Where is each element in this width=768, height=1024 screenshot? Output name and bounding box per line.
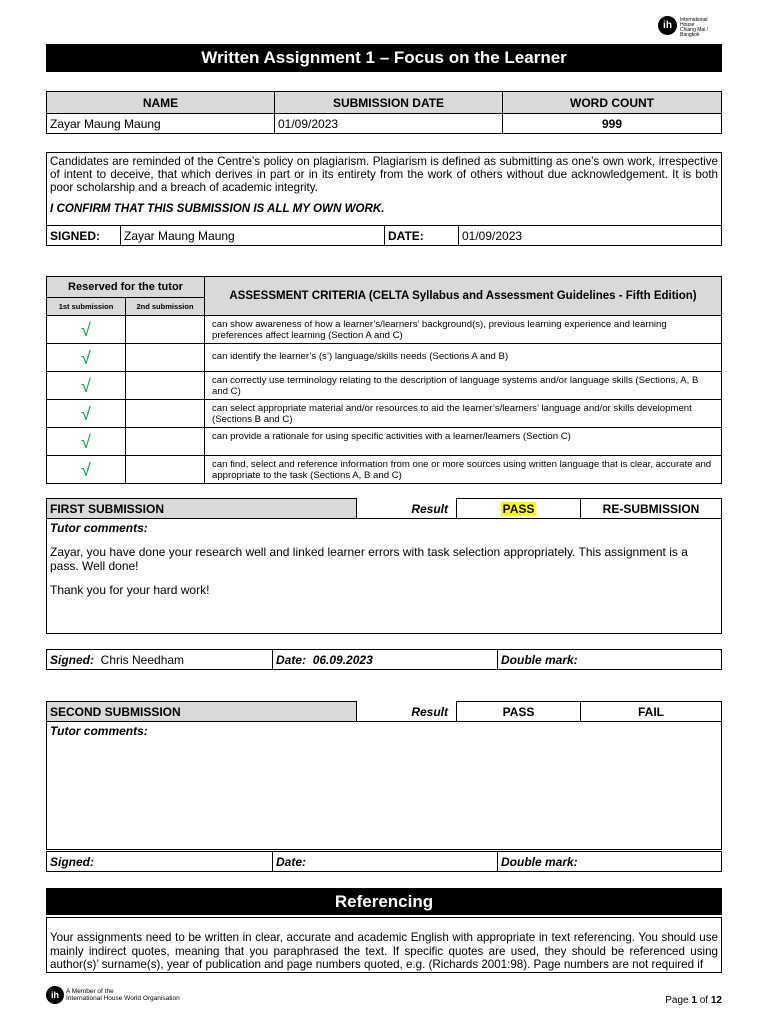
tutor-comment-thanks: Thank you for your hard work!: [50, 583, 210, 597]
result-fail: FAIL: [581, 702, 722, 722]
plagiarism-policy: Candidates are reminded of the Centre’s policy on plagiarism. Plagiarism is defined as submitting as one’s own work, irrespective of intent to deceive, that which derives in part or in its entirety from the work of others without due acknowledgement. It is both poor scholarship and a breach of academic integrity.: [50, 155, 718, 194]
tick-icon: √: [47, 456, 126, 484]
first-tutor-comments: [47, 519, 722, 634]
result-label: Result: [357, 499, 457, 519]
ih-world-text: A Member of the International House World Organisation: [66, 988, 180, 1002]
submission-date: 01/09/2023: [275, 114, 503, 134]
document-title: Written Assignment 1 – Focus on the Learner: [46, 44, 722, 72]
tick-icon: √: [47, 428, 126, 456]
name-header: NAME: [47, 92, 275, 114]
second-submission-label: SECOND SUBMISSION: [47, 702, 357, 722]
criterion-text: can find, select and reference information from one or more sources using written language that is clear, accurate and appropriate to the task (Sections A, B and C): [212, 459, 712, 481]
ih-footer-mark: ih: [46, 986, 64, 1004]
empty-cell: [126, 456, 205, 484]
criteria-row: [47, 316, 722, 344]
candidate-signature: Zayar Maung Maung: [121, 226, 385, 246]
first-submission-sign-row: [46, 649, 722, 670]
date-label: DATE:: [385, 226, 459, 246]
plagiarism-text-block: [47, 153, 721, 225]
referencing-text: Your assignments need to be written in clear, accurate and academic English with appropriate in text referencing. You should use mainly indirect quotes, meaning that you paraphrased the text. If specific quotes are used, they should be referenced using author(s)’ surname(s), year of publication and page numbers quoted, e.g. (Richards 2001:98). Page numbers are not required if: [46, 917, 722, 973]
tick-icon: √: [47, 316, 126, 344]
ih-world-logo: [46, 986, 226, 1006]
tick-icon: √: [47, 400, 126, 428]
second-submission-table: [46, 701, 722, 850]
empty-cell: [126, 400, 205, 428]
signed-label: SIGNED:: [47, 226, 121, 246]
first-submission-table: [46, 498, 722, 634]
criteria-row: [47, 456, 722, 484]
ih-logo-text: International House Chiang Mai / Bangkok: [680, 17, 709, 38]
first-submission-label: FIRST SUBMISSION: [47, 499, 357, 519]
submission-date-header: SUBMISSION DATE: [275, 92, 503, 114]
criteria-row: [47, 372, 722, 400]
tutor-date: Date: 06.09.2023: [273, 650, 498, 670]
empty-cell: [126, 316, 205, 344]
second-tutor-comments: [47, 722, 722, 850]
tutor-comments-label: Tutor comments:: [50, 521, 148, 535]
result-pass: PASS: [457, 499, 581, 519]
word-count: 999: [503, 114, 722, 134]
tick-icon: √: [47, 344, 126, 372]
criteria-row: [47, 428, 722, 456]
confirmation-statement: I CONFIRM THAT THIS SUBMISSION IS ALL MY OWN WORK.: [50, 202, 385, 215]
tutor-comments-label: Tutor comments:: [50, 724, 148, 738]
second-submission-col: 2nd submission: [126, 298, 205, 316]
result-pass: PASS: [457, 702, 581, 722]
candidate-info-table: [46, 91, 722, 134]
ih-logo-mark: ih: [658, 16, 677, 35]
criteria-row: [47, 344, 722, 372]
empty-cell: [126, 372, 205, 400]
word-count-header: WORD COUNT: [503, 92, 722, 114]
criterion-text: can show awareness of how a learner’s/learners’ background(s), previous learning experience and learning preferences affect learning (Section A and C): [212, 319, 667, 341]
tick-icon: √: [47, 372, 126, 400]
plagiarism-statement: [46, 152, 722, 246]
criterion-text: can provide a rationale for using specific activities with a learner/learners (Section C): [212, 431, 571, 442]
candidate-name: Zayar Maung Maung: [47, 114, 275, 134]
double-mark: Double mark:: [498, 852, 722, 872]
first-submission-col: 1st submission: [47, 298, 126, 316]
page-number: Page 1 of 12: [665, 995, 722, 1006]
signature-date: 01/09/2023: [459, 226, 722, 246]
tutor-name: Chris Needham: [100, 652, 185, 667]
tutor-comment-text: Zayar, you have done your research well and linked learner errors with task selection appropriately. This assignment is a pass. Well done!: [50, 545, 688, 573]
empty-cell: [126, 344, 205, 372]
tutor-signed: Signed:: [47, 852, 273, 872]
ih-logo: [658, 16, 728, 38]
referencing-heading: Referencing: [46, 888, 722, 915]
tutor-signed: Signed: Chris Needham: [47, 650, 273, 670]
result-resubmission: RE-SUBMISSION: [581, 499, 722, 519]
double-mark: Double mark:: [498, 650, 722, 670]
second-submission-sign-row: [46, 851, 722, 872]
criteria-row: [47, 400, 722, 428]
criteria-heading: ASSESSMENT CRITERIA (CELTA Syllabus and Assessment Guidelines - Fifth Edition): [205, 277, 722, 316]
tutor-date: Date:: [273, 852, 498, 872]
result-label: Result: [357, 702, 457, 722]
criterion-text: can identify the learner’s (s’) language/skills needs (Sections A and B): [212, 351, 509, 362]
criterion-text: can correctly use terminology relating to the description of language systems and/or language skills (Sections, A, B and C): [212, 375, 699, 397]
reserved-for-tutor: Reserved for the tutor: [47, 277, 205, 298]
assessment-criteria-table: [46, 276, 722, 484]
empty-cell: [126, 428, 205, 456]
criterion-text: can select appropriate material and/or resources to aid the learner’s/learners’ language and/or skills development (Sections B and C): [212, 403, 692, 425]
candidate-signature-row: [47, 225, 721, 245]
